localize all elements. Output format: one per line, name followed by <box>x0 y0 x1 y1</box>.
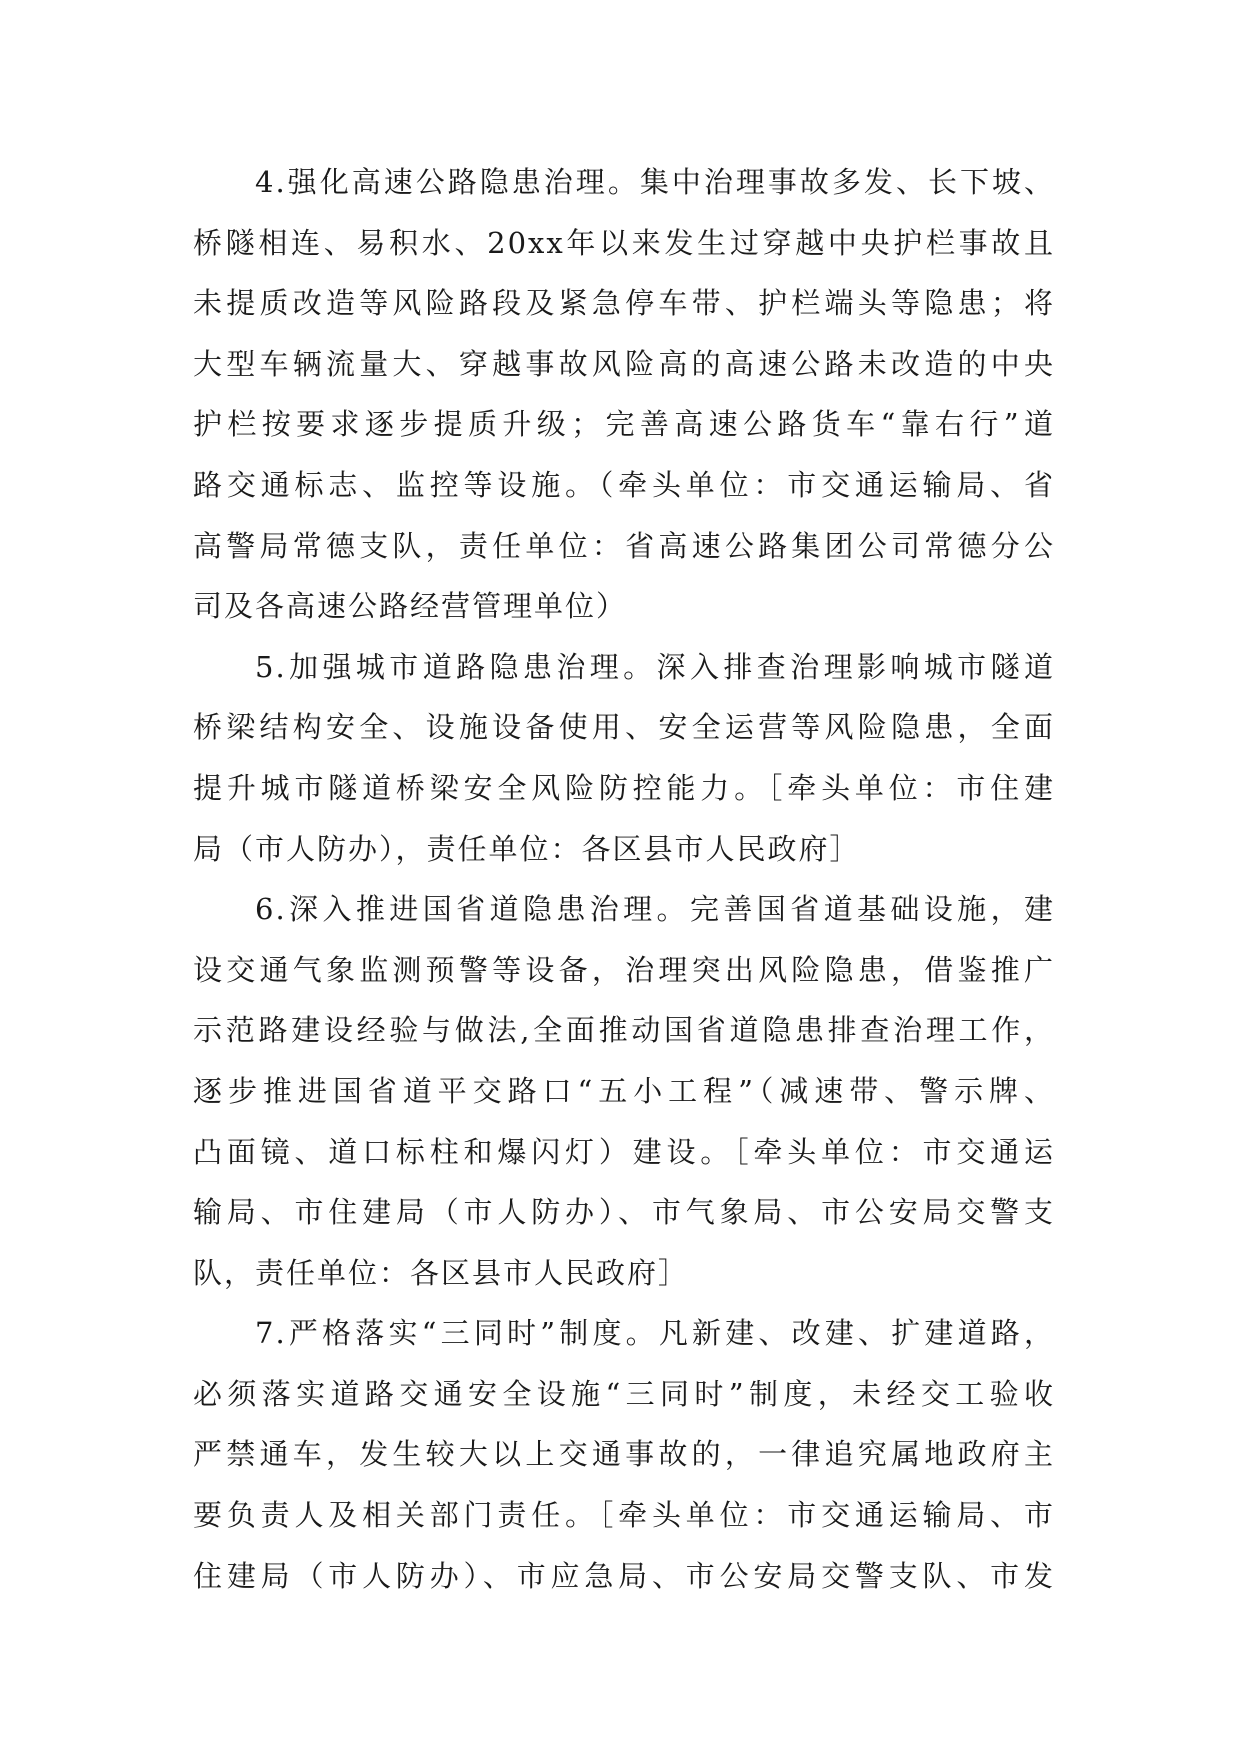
paragraph-line: 桥梁结构安全、设施设备使用、安全运营等风险隐患，全面 <box>193 710 1055 745</box>
paragraph-line: 路交通标志、监控等设施。（牵头单位：市交通运输局、省 <box>193 467 1055 502</box>
paragraph-line: 6.深入推进国省道隐患治理。完善国省道基础设施，建 <box>255 892 1055 927</box>
document-body <box>193 152 1055 1606</box>
paragraph-line: 设交通气象监测预警等设备，治理突出风险隐患，借鉴推广 <box>193 952 1055 987</box>
paragraph-line: 示范路建设经验与做法,全面推动国省道隐患排查治理工作， <box>193 1013 1055 1048</box>
paragraph-line: 桥隧相连、易积水、20xx年以来发生过穿越中央护栏事故且 <box>193 225 1055 260</box>
paragraph-7 <box>193 1303 1055 1606</box>
paragraph-line: 4.强化高速公路隐患治理。集中治理事故多发、长下坡、 <box>255 165 1055 199</box>
paragraph-5 <box>193 637 1055 879</box>
paragraph-line: 要负责人及相关部门责任。［牵头单位：市交通运输局、市 <box>193 1498 1055 1533</box>
paragraph-line: 提升城市隧道桥梁安全风险防控能力。［牵头单位：市住建 <box>193 770 1055 805</box>
paragraph-line: 队，责任单位：各区县市人民政府］ <box>193 1255 690 1290</box>
paragraph-line: 未提质改造等风险路段及紧急停车带、护栏端头等隐患；将 <box>193 286 1055 321</box>
paragraph-4 <box>193 152 1055 637</box>
paragraph-line: 输局、市住建局（市人防办）、市气象局、市公安局交警支 <box>193 1195 1055 1230</box>
paragraph-line: 司及各高速公路经营管理单位） <box>193 589 628 624</box>
paragraph-line: 必须落实道路交通安全设施“三同时”制度，未经交工验收 <box>193 1376 1055 1411</box>
paragraph-line: 高警局常德支队，责任单位：省高速公路集团公司常德分公 <box>193 528 1055 563</box>
paragraph-line: 住建局（市人防办）、市应急局、市公安局交警支队、市发 <box>193 1558 1055 1593</box>
paragraph-line: 7.严格落实“三同时”制度。凡新建、改建、扩建道路， <box>255 1316 1055 1351</box>
paragraph-line: 严禁通车，发生较大以上交通事故的，一律追究属地政府主 <box>193 1437 1055 1472</box>
paragraph-line: 护栏按要求逐步提质升级；完善高速公路货车“靠右行”道 <box>193 407 1055 442</box>
paragraph-line: 凸面镜、道口标柱和爆闪灯）建设。［牵头单位：市交通运 <box>193 1134 1055 1169</box>
paragraph-line: 局（市人防办），责任单位：各区县市人民政府］ <box>193 831 861 866</box>
paragraph-line: 大型车辆流量大、穿越事故风险高的高速公路未改造的中央 <box>193 346 1055 381</box>
paragraph-6 <box>193 879 1055 1303</box>
paragraph-line: 5.加强城市道路隐患治理。深入排查治理影响城市隧道 <box>255 649 1055 684</box>
paragraph-line: 逐步推进国省道平交路口“五小工程”（减速带、警示牌、 <box>193 1073 1055 1108</box>
